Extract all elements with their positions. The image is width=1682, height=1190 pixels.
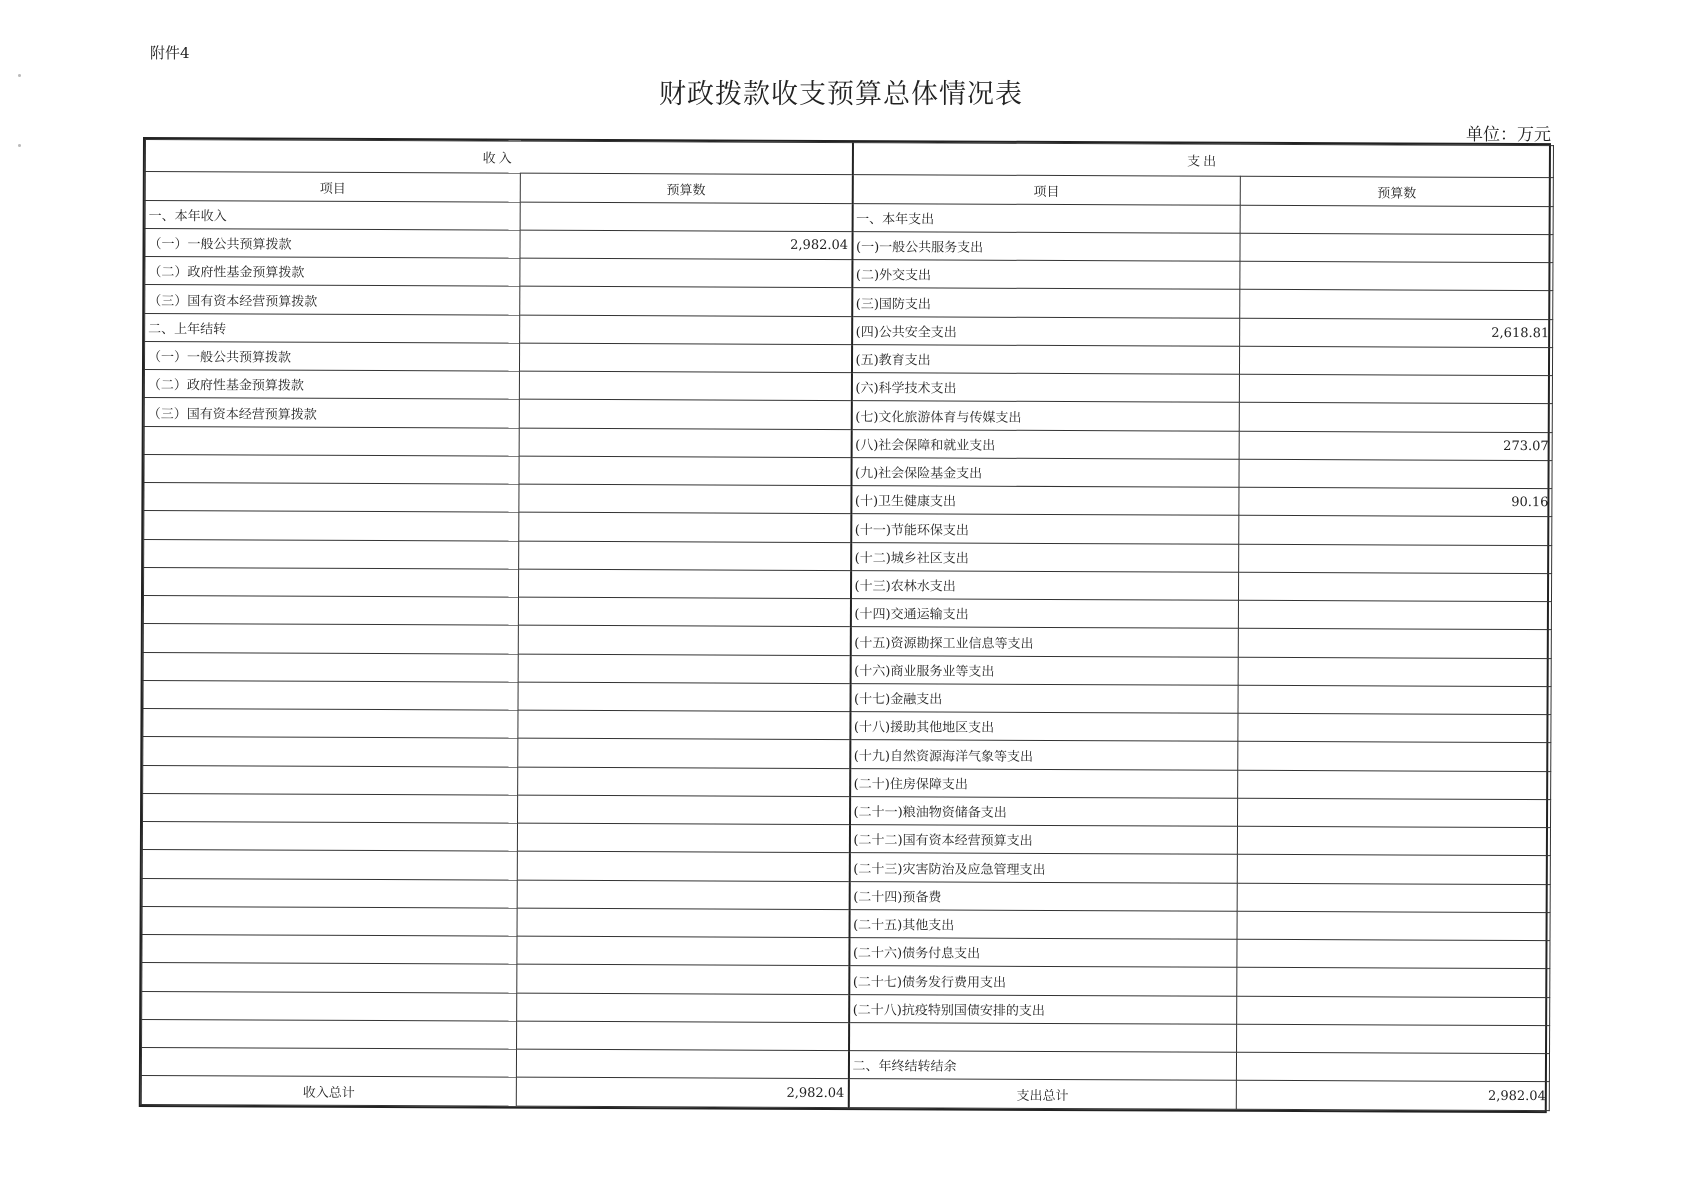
- expense-value-cell: [1240, 290, 1553, 320]
- expense-value-cell: [1239, 403, 1552, 433]
- income-item-cell: [144, 426, 519, 456]
- expense-total-label: 支出总计: [848, 1079, 1236, 1109]
- income-item-cell: [143, 624, 518, 654]
- income-section-header: 收入: [145, 140, 852, 176]
- income-value-cell: [518, 795, 850, 825]
- expense-item-cell: (二十一)粮油物资储备支出: [850, 797, 1238, 827]
- expense-item-cell: (九)社会保险基金支出: [851, 458, 1239, 488]
- expense-item-cell: (五)教育支出: [851, 345, 1239, 375]
- income-value-cell: [516, 1049, 848, 1079]
- expense-item-cell: (十五)资源勘探工业信息等支出: [850, 627, 1238, 657]
- income-value-cell: 2,982.04: [520, 230, 852, 260]
- expense-value-cell: 273.07: [1239, 431, 1552, 461]
- income-value-cell: [519, 541, 851, 571]
- expense-item-cell: (二十)住房保障支出: [850, 768, 1238, 798]
- expense-value-cell: [1239, 516, 1552, 546]
- income-item-cell: [142, 878, 517, 908]
- totals-row: [141, 1076, 1549, 1111]
- expense-value-cell: [1238, 742, 1551, 772]
- income-item-cell: [143, 567, 518, 597]
- income-value-cell: [517, 880, 849, 910]
- scan-speck: [18, 74, 21, 77]
- expense-item-cell: (十七)金融支出: [850, 684, 1238, 714]
- expense-value-cell: [1237, 911, 1550, 941]
- expense-value-cell: [1239, 572, 1552, 602]
- expense-item-cell: (二十七)债务发行费用支出: [849, 966, 1237, 996]
- income-value-cell: [517, 908, 849, 938]
- income-item-cell: [144, 539, 519, 569]
- scan-speck: [18, 144, 21, 147]
- expense-item-cell: (十九)自然资源海洋气象等支出: [850, 740, 1238, 770]
- income-value-cell: [518, 739, 850, 769]
- expense-item-cell: (八)社会保障和就业支出: [851, 429, 1239, 459]
- page-title: 财政拨款收支预算总体情况表: [659, 79, 1023, 110]
- income-value-cell: [518, 654, 850, 684]
- expense-value-cell: [1237, 1024, 1550, 1054]
- income-value-cell: [520, 258, 852, 288]
- income-item-cell: [142, 822, 517, 852]
- expense-value-cell: [1240, 261, 1553, 291]
- expense-value-cell: [1237, 996, 1550, 1026]
- income-budget-header: 预算数: [520, 174, 852, 204]
- income-item-cell: [143, 680, 518, 710]
- income-item-cell: [143, 793, 518, 823]
- income-item-cell: 一、本年收入: [145, 200, 520, 230]
- expense-item-cell: (十三)农林水支出: [851, 571, 1239, 601]
- expense-item-cell: (二十二)国有资本经营预算支出: [849, 825, 1237, 855]
- income-value-cell: [517, 965, 849, 995]
- expense-value-cell: [1237, 855, 1550, 885]
- expense-item-cell: (十四)交通运输支出: [850, 599, 1238, 629]
- expense-value-cell: [1237, 826, 1550, 856]
- income-item-cell: [141, 1048, 516, 1078]
- expense-value-cell: [1240, 233, 1553, 263]
- income-value-cell: [517, 993, 849, 1023]
- expense-item-cell: (七)文化旅游体育与传媒支出: [851, 401, 1239, 431]
- expense-item-cell: (二十六)债务付息支出: [849, 938, 1237, 968]
- income-item-cell: [143, 737, 518, 767]
- income-item-cell: [142, 935, 517, 965]
- expense-value-cell: [1239, 544, 1552, 574]
- expense-value-cell: [1238, 629, 1551, 659]
- income-value-cell: [517, 1021, 849, 1051]
- attachment-label: 附件4: [150, 44, 190, 62]
- income-item-cell: [144, 454, 519, 484]
- income-value-cell: [519, 484, 851, 514]
- income-value-cell: [519, 513, 851, 543]
- expense-item-cell: (十一)节能环保支出: [851, 514, 1239, 544]
- income-item-cell: [142, 1019, 517, 1049]
- income-total-value: 2,982.04: [516, 1078, 848, 1108]
- expense-item-cell: (四)公共安全支出: [852, 316, 1240, 346]
- income-item-cell: [144, 483, 519, 513]
- income-item-cell: （二）政府性基金预算拨款: [145, 257, 520, 287]
- income-item-cell: （二）政府性基金预算拨款: [144, 370, 519, 400]
- income-value-cell: [517, 936, 849, 966]
- expense-item-cell: (三)国防支出: [852, 288, 1240, 318]
- expense-item-cell: (一)一般公共服务支出: [852, 232, 1240, 262]
- expense-item-cell: (二十三)灾害防治及应急管理支出: [849, 853, 1237, 883]
- income-value-cell: [520, 287, 852, 317]
- income-item-cell: [143, 652, 518, 682]
- income-item-cell: [142, 963, 517, 993]
- income-value-cell: [520, 202, 852, 232]
- expense-value-cell: [1239, 374, 1552, 404]
- income-value-cell: [518, 710, 850, 740]
- income-value-cell: [518, 626, 850, 656]
- expense-item-cell: 二、年终结转结余: [848, 1051, 1236, 1081]
- expense-value-cell: [1236, 1052, 1549, 1082]
- income-value-cell: [520, 315, 852, 345]
- income-item-cell: （一）一般公共预算拨款: [144, 341, 519, 371]
- expense-budget-header: 预算数: [1240, 177, 1553, 207]
- expense-value-cell: [1238, 685, 1551, 715]
- expense-value-cell: [1240, 205, 1553, 235]
- income-item-cell: [143, 765, 518, 795]
- expense-value-cell: 90.16: [1239, 487, 1552, 517]
- expense-item-cell: (十)卫生健康支出: [851, 486, 1239, 516]
- income-value-cell: [518, 767, 850, 797]
- income-value-cell: [519, 456, 851, 486]
- expense-value-cell: [1238, 600, 1551, 630]
- income-item-cell: [143, 709, 518, 739]
- income-item-cell: （一）一般公共预算拨款: [145, 228, 520, 258]
- budget-table: [139, 137, 1551, 1113]
- income-item-cell: （三）国有资本经营预算拨款: [145, 285, 520, 315]
- income-value-cell: [518, 682, 850, 712]
- expense-item-cell: (十八)援助其他地区支出: [850, 712, 1238, 742]
- income-item-cell: [142, 991, 517, 1021]
- expense-value-cell: [1238, 798, 1551, 828]
- expense-total-value: 2,982.04: [1236, 1081, 1549, 1111]
- income-value-cell: [519, 428, 851, 458]
- income-value-cell: [518, 597, 850, 627]
- income-value-cell: [519, 400, 851, 430]
- expense-item-cell: (二)外交支出: [852, 260, 1240, 290]
- income-value-cell: [517, 823, 849, 853]
- expense-item-cell: 一、本年支出: [852, 203, 1240, 233]
- income-item-cell: [142, 906, 517, 936]
- expense-value-cell: [1237, 883, 1550, 913]
- expenditure-section-header: 支出: [852, 143, 1553, 178]
- expense-item-cell: (二十四)预备费: [849, 881, 1237, 911]
- expense-item-cell: (二十五)其他支出: [849, 910, 1237, 940]
- expense-item-cell: (二十八)抗疫特别国债安排的支出: [849, 994, 1237, 1024]
- income-item-cell: [142, 850, 517, 880]
- expense-item-cell: (六)科学技术支出: [851, 373, 1239, 403]
- expense-value-cell: [1238, 713, 1551, 743]
- expense-value-cell: [1237, 939, 1550, 969]
- expense-value-cell: [1238, 657, 1551, 687]
- expense-value-cell: [1239, 459, 1552, 489]
- unit-label: 单位：万元: [1466, 125, 1551, 145]
- expense-value-cell: [1237, 968, 1550, 998]
- income-value-cell: [517, 852, 849, 882]
- expense-item-cell: (十六)商业服务业等支出: [850, 655, 1238, 685]
- expense-item-header: 项目: [852, 175, 1240, 205]
- expense-value-cell: [1239, 346, 1552, 376]
- income-value-cell: [518, 569, 850, 599]
- income-item-cell: （三）国有资本经营预算拨款: [144, 398, 519, 428]
- expense-value-cell: 2,618.81: [1240, 318, 1553, 348]
- income-value-cell: [519, 343, 851, 373]
- income-item-cell: 二、上年结转: [145, 313, 520, 343]
- income-total-label: 收入总计: [141, 1076, 516, 1106]
- expense-value-cell: [1238, 770, 1551, 800]
- income-item-header: 项目: [145, 172, 520, 202]
- income-item-cell: [143, 596, 518, 626]
- income-value-cell: [519, 371, 851, 401]
- expense-item-cell: [849, 1023, 1237, 1053]
- income-item-cell: [144, 511, 519, 541]
- expense-item-cell: (十二)城乡社区支出: [851, 542, 1239, 572]
